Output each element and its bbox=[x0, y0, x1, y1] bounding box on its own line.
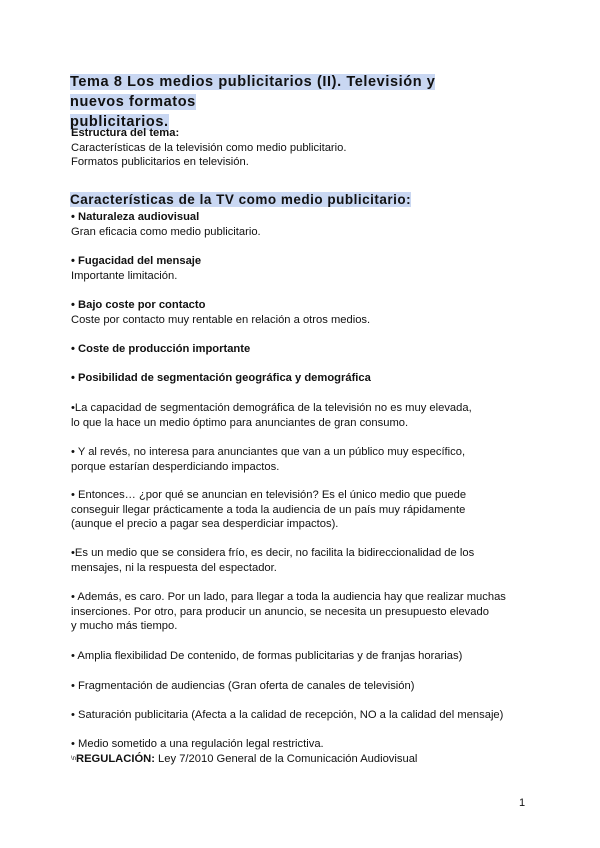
feature-heading: • Naturaleza audiovisual bbox=[71, 211, 200, 223]
paragraph bbox=[71, 737, 417, 766]
estructura-item: Formatos publicitarios en televisión. bbox=[71, 156, 249, 169]
regulacion-prefix: \n bbox=[71, 755, 77, 762]
paragraph-line: •La capacidad de segmentación demográfica de la televisión no es muy elevada, bbox=[71, 402, 472, 414]
paragraph bbox=[71, 649, 462, 664]
paragraph-line: • Entonces… ¿por qué se anuncian en televisión? Es el único medio que puede bbox=[71, 489, 467, 501]
paragraph bbox=[71, 590, 506, 634]
paragraph-line: • Saturación publicitaria (Afecta a la calidad de recepción, NO a la calidad del mensaje) bbox=[71, 709, 504, 721]
paragraph-line: • Fragmentación de audiencias (Gran oferta de canales de televisión) bbox=[71, 680, 415, 692]
paragraph bbox=[71, 488, 466, 532]
paragraph bbox=[71, 401, 472, 430]
title-line-2: publicitarios. bbox=[70, 114, 169, 130]
section-heading-text: Características de la TV como medio publicitario: bbox=[70, 192, 412, 207]
paragraph-line: mensajes, ni la respuesta del espectador. bbox=[71, 561, 277, 574]
feature-heading: • Fugacidad del mensaje bbox=[71, 255, 202, 267]
section-heading bbox=[70, 192, 411, 208]
paragraph bbox=[71, 445, 465, 474]
paragraph-line: • Medio sometido a una regulación legal restrictiva. bbox=[71, 738, 324, 750]
regulacion-text: Ley 7/2010 General de la Comunicación Audiovisual bbox=[154, 752, 418, 765]
feature-fugacidad bbox=[71, 254, 201, 283]
paragraph-line: inserciones. Por otro, para producir un anuncio, se necesita un presupuesto elevado bbox=[71, 605, 489, 618]
page-number: 1 bbox=[519, 797, 526, 809]
paragraph-line: • Y al revés, no interesa para anunciantes que van a un público muy específico, bbox=[71, 446, 466, 458]
feature-text: Importante limitación. bbox=[71, 269, 178, 282]
paragraph bbox=[71, 546, 474, 575]
paragraph-line: • Además, es caro. Por un lado, para llegar a toda la audiencia hay que realizar muchas bbox=[71, 591, 506, 603]
paragraph-line: lo que la hace un medio óptimo para anunciantes de gran consumo. bbox=[71, 416, 409, 429]
paragraph bbox=[71, 679, 414, 694]
paragraph-line: (aunque el precio a pagar sea desperdiciar impactos). bbox=[71, 518, 339, 531]
estructura-item: Características de la televisión como medio publicitario. bbox=[71, 141, 347, 154]
feature-naturaleza bbox=[71, 210, 261, 239]
feature-heading: • Bajo coste por contacto bbox=[71, 299, 206, 311]
feature-text: Coste por contacto muy rentable en relación a otros medios. bbox=[71, 313, 371, 326]
paragraph-line: porque estarían desperdiciando impactos. bbox=[71, 460, 280, 473]
paragraph-line: y mucho más tiempo. bbox=[71, 620, 178, 633]
feature-coste-contacto bbox=[71, 298, 370, 327]
paragraph-line: •Es un medio que se considera frío, es decir, no facilita la bidireccionalidad de los bbox=[71, 547, 475, 559]
regulacion-label: REGULACIÓN: bbox=[76, 752, 155, 765]
regulacion-line bbox=[71, 752, 417, 767]
paragraph-line: conseguir llegar prácticamente a toda la audiencia de un país muy rápidamente bbox=[71, 503, 466, 516]
paragraph bbox=[71, 708, 503, 723]
page-title bbox=[70, 72, 470, 132]
estructura-heading: Estructura del tema: bbox=[71, 127, 180, 139]
feature-text: Gran eficacia como medio publicitario. bbox=[71, 225, 261, 238]
feature-segmentacion: • Posibilidad de segmentación geográfica y demográfica bbox=[71, 372, 371, 384]
title-line-1: Tema 8 Los medios publicitarios (II). Televisión y nuevos formatos bbox=[70, 74, 436, 110]
feature-coste-produccion: • Coste de producción importante bbox=[71, 343, 251, 355]
paragraph-line: • Amplia flexibilidad De contenido, de formas publicitarias y de franjas horarias) bbox=[71, 650, 463, 662]
estructura-block bbox=[71, 126, 346, 170]
